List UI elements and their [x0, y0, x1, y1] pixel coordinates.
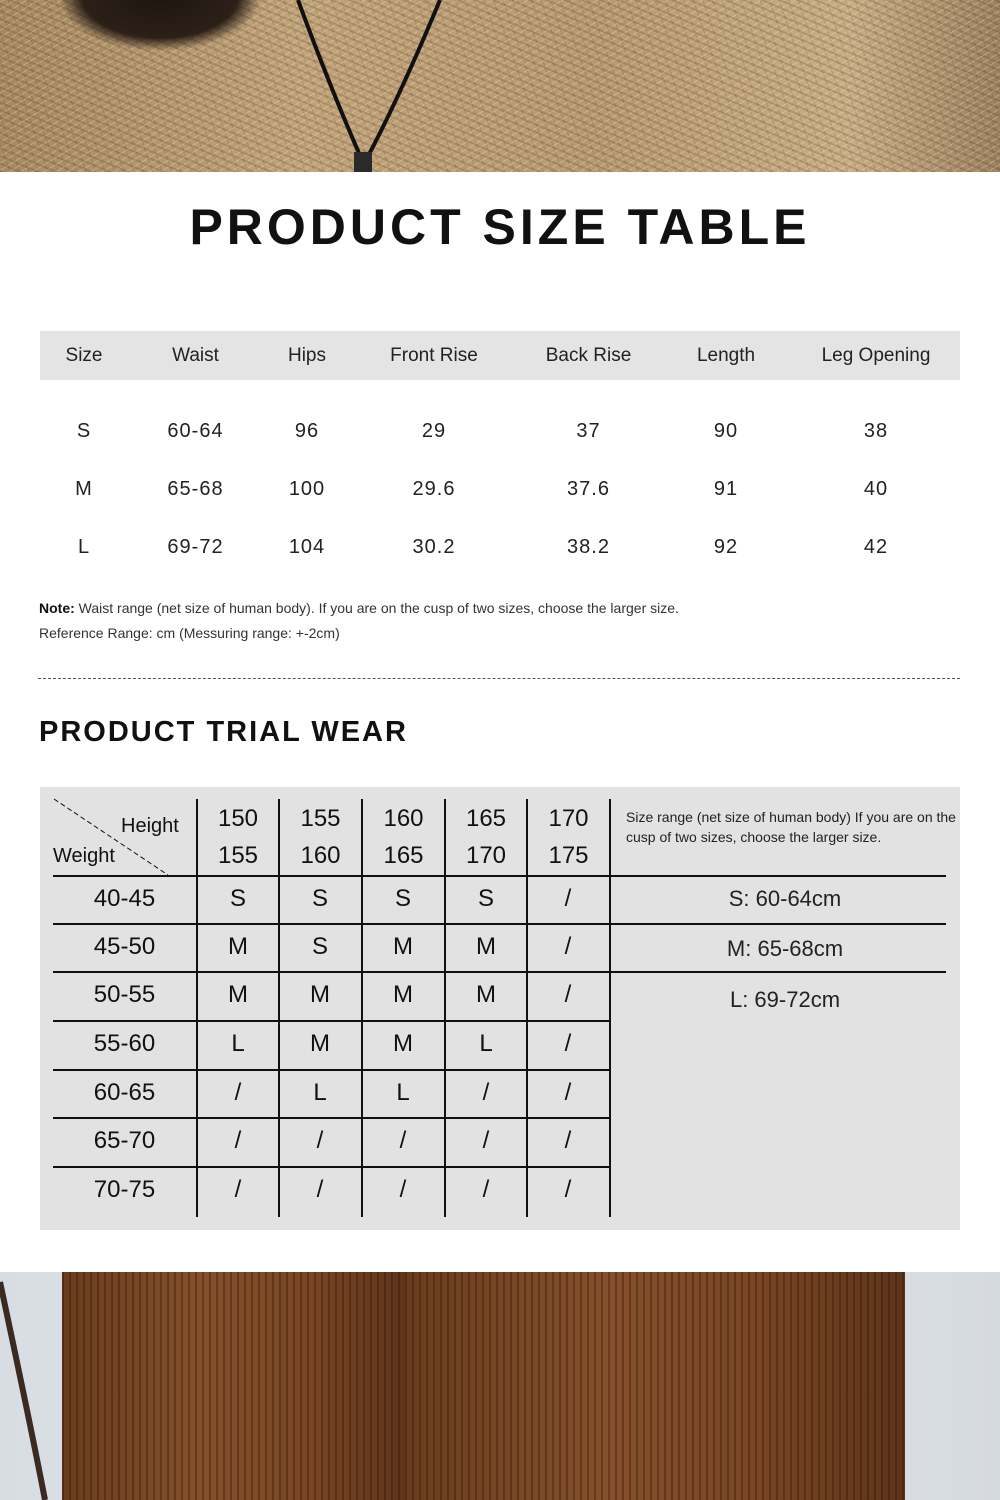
size-cell: / [564, 885, 572, 912]
cell-leg-opening: 38 [863, 419, 889, 442]
cell-waist: 65-68 [167, 477, 224, 500]
page-title: PRODUCT SIZE TABLE [189, 199, 811, 255]
necklace-cord [0, 0, 1000, 172]
size-cell: M [476, 981, 496, 1008]
height-range-top: 155 [300, 805, 341, 832]
cell-front-rise: 30.2 [412, 535, 456, 558]
size-cell: / [564, 1079, 572, 1106]
corner-height-label: Height [121, 815, 179, 837]
size-cell: / [564, 981, 572, 1008]
size-range-s: S: 60-64cm [728, 886, 842, 911]
height-range-header [362, 799, 445, 875]
size-cell: / [234, 1176, 242, 1203]
cell-hips: 100 [288, 477, 326, 500]
size-cell: / [564, 1127, 572, 1154]
weight-range-label: 40-45 [93, 885, 156, 912]
size-cell: / [234, 1079, 242, 1106]
size-range-m: M: 65-68cm [726, 936, 844, 961]
size-table [40, 331, 960, 576]
trousers-photo [0, 1272, 1000, 1500]
height-range-top: 150 [217, 805, 259, 832]
size-cell: M [310, 981, 330, 1008]
note-label: Note: [39, 600, 75, 616]
table-row [40, 460, 960, 518]
height-range-bottom: 175 [548, 842, 589, 869]
weight-range-label: 70-75 [93, 1176, 156, 1203]
cell-front-rise: 29 [421, 419, 447, 442]
height-range-bottom: 165 [383, 842, 424, 869]
size-cell: / [482, 1176, 490, 1203]
reference-range: Reference Range: cm (Messuring range: +-2cm) [39, 625, 340, 641]
size-cell: S [229, 885, 246, 912]
col-header-waist: Waist [128, 331, 263, 380]
size-cell: / [564, 933, 572, 960]
cell-leg-opening: 42 [863, 535, 889, 558]
section-divider [38, 678, 960, 679]
size-range-l: L: 69-72cm [729, 987, 841, 1012]
cell-hips: 96 [294, 419, 320, 442]
cell-size: S [76, 419, 92, 442]
size-cell: L [396, 1079, 410, 1106]
col-header-front-rise: Front Rise [351, 331, 517, 380]
size-cell: S [311, 885, 328, 912]
note-line [39, 596, 679, 621]
size-cell: / [564, 1176, 572, 1203]
trial-wear-table [40, 787, 960, 1230]
cell-waist: 69-72 [167, 535, 224, 558]
cell-back-rise: 38.2 [567, 535, 610, 558]
col-header-length: Length [660, 331, 792, 380]
height-range-bottom: 170 [465, 842, 507, 869]
cell-waist: 60-64 [167, 419, 224, 442]
weight-range-label: 55-60 [93, 1030, 156, 1057]
size-cell: / [482, 1079, 490, 1106]
note-text: Waist range (net size of human body). If you are on the cusp of two sizes, choose the larger size. [74, 600, 679, 616]
weight-range-label: 65-70 [93, 1127, 156, 1154]
height-range-top: 160 [383, 805, 424, 832]
sweater-photo [0, 0, 1000, 172]
cell-size: M [75, 477, 93, 500]
size-cell: M [393, 933, 413, 960]
trouser-leg-right [405, 1272, 905, 1500]
size-cell: M [393, 981, 413, 1008]
height-range-header [279, 799, 362, 875]
size-note [39, 596, 679, 646]
size-table-header [40, 331, 960, 380]
size-cell: S [311, 933, 328, 960]
height-range-top: 165 [465, 805, 507, 832]
cell-size: L [77, 535, 91, 558]
weight-range-label: 50-55 [93, 981, 156, 1008]
size-cell: / [399, 1127, 407, 1154]
cell-back-rise: 37 [576, 419, 601, 442]
table-row [40, 402, 960, 460]
cell-length: 90 [713, 419, 739, 442]
col-header-leg-opening: Leg Opening [792, 331, 960, 380]
cell-back-rise: 37.6 [567, 477, 610, 500]
col-header-hips: Hips [263, 331, 351, 380]
table-row [40, 518, 960, 576]
cell-front-rise: 29.6 [412, 477, 456, 500]
size-cell: L [231, 1030, 245, 1057]
size-cell: M [228, 981, 248, 1008]
cell-leg-opening: 40 [863, 477, 889, 500]
size-cell: / [564, 1030, 572, 1057]
height-range-bottom: 160 [300, 842, 341, 869]
size-cell: M [393, 1030, 413, 1057]
size-cell: L [479, 1030, 493, 1057]
cell-hips: 104 [288, 535, 326, 558]
size-cell: M [228, 933, 248, 960]
size-cell: / [399, 1176, 407, 1203]
height-range-header [197, 799, 279, 875]
size-cell: / [482, 1127, 490, 1154]
cell-length: 91 [713, 477, 739, 500]
size-cell: M [476, 933, 496, 960]
size-range-note: Size range (net size of human body) If you are on the cusp of two sizes, choose the larger size. [626, 809, 956, 845]
size-cell: / [234, 1127, 242, 1154]
weight-range-label: 45-50 [93, 933, 156, 960]
corner-weight-label: Weight [53, 845, 115, 867]
bag-strap [0, 1272, 80, 1500]
size-cell: S [477, 885, 494, 912]
col-header-back-rise: Back Rise [517, 331, 660, 380]
size-cell: L [313, 1079, 327, 1106]
height-range-bottom: 155 [217, 842, 259, 869]
size-cell: / [316, 1127, 324, 1154]
size-cell: S [394, 885, 411, 912]
weight-range-label: 60-65 [93, 1079, 156, 1106]
height-range-header [527, 799, 610, 875]
size-cell: M [310, 1030, 330, 1057]
height-range-header [445, 799, 527, 875]
height-range-top: 170 [548, 805, 589, 832]
col-header-size: Size [40, 331, 128, 380]
trial-wear-title: PRODUCT TRIAL WEAR [39, 716, 408, 748]
size-cell: / [316, 1176, 324, 1203]
trouser-leg-left [62, 1272, 412, 1500]
cell-length: 92 [713, 535, 739, 558]
